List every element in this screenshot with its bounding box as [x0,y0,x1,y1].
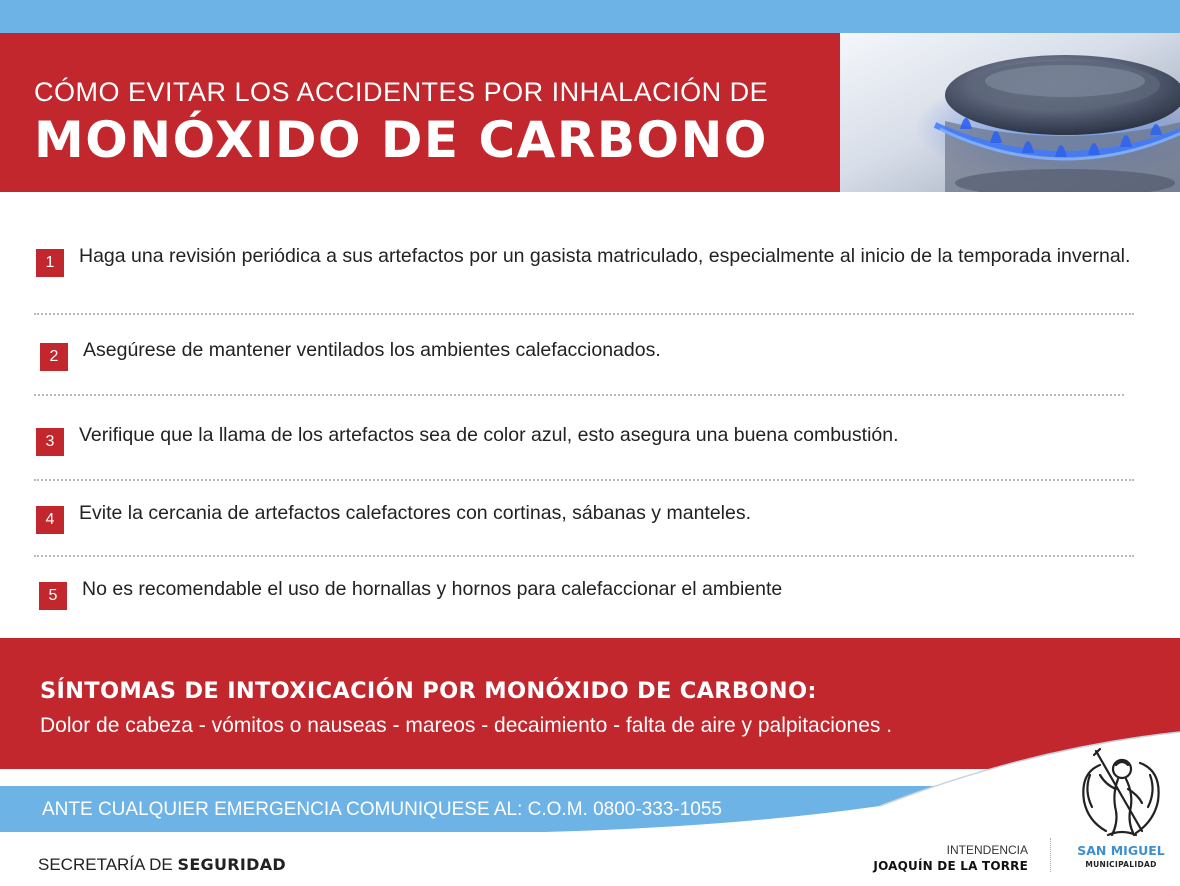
tip-number-badge: 2 [40,343,68,371]
secretaria-prefix: SECRETARÍA DE [38,855,178,874]
tip-text: Haga una revisión periódica a sus artefactos por un gasista matriculado, especialmente al inicio de la temporada invernal. [79,245,1131,267]
emergency-text: ANTE CUALQUIER EMERGENCIA COMUNIQUESE AL: C.O.M. 0800-333-1055 [42,799,722,820]
intendencia-line1: INTENDENCIA [946,843,1028,857]
tip-text: Evite la cercania de artefactos calefactores con cortinas, sábanas y manteles. [79,502,752,524]
tip-number-badge: 3 [36,428,64,456]
tips-list [0,192,1180,638]
gas-burner-photo [840,33,1180,192]
tip-number-badge: 1 [36,249,64,277]
secretaria-label [38,855,286,875]
tip-text: No es recomendable el uso de hornallas y hornos para calefaccionar el ambiente [82,578,783,600]
dotted-divider [34,313,1134,315]
logo-subtitle: MUNICIPALIDAD [1085,860,1157,869]
dotted-divider [34,555,1134,557]
intendencia-block [856,843,1028,873]
header-title: MONÓXIDO DE CARBONO [34,111,768,169]
footer-divider [1050,838,1051,872]
gas-burner-flame-icon [840,33,1180,192]
header-banner [0,33,840,192]
tip-text: Asegúrese de mantener ventilados los ambientes calefaccionados. [83,339,661,361]
tip-text: Verifique que la llama de los artefactos sea de color azul, esto asegura una buena combustión. [79,424,899,446]
san-miguel-logo [1068,745,1174,875]
intendencia-line2: JOAQUÍN DE LA TORRE [873,859,1028,873]
san-miguel-archangel-icon [1072,745,1168,841]
tip-number-badge: 4 [36,506,64,534]
symptoms-title: SÍNTOMAS DE INTOXICACIÓN POR MONÓXIDO DE CARBONO: [40,678,817,704]
tip-number-badge: 5 [39,582,67,610]
secretaria-bold: SEGURIDAD [177,855,286,874]
symptoms-text: Dolor de cabeza - vómitos o nauseas - mareos - decaimiento - falta de aire y palpitaciones . [40,714,893,737]
header-subtitle: CÓMO EVITAR LOS ACCIDENTES POR INHALACIÓN DE [34,77,769,107]
top-blue-strip [0,0,1180,33]
dotted-divider [34,394,1124,396]
logo-name: SAN MIGUEL [1077,843,1165,858]
dotted-divider [34,479,1134,481]
